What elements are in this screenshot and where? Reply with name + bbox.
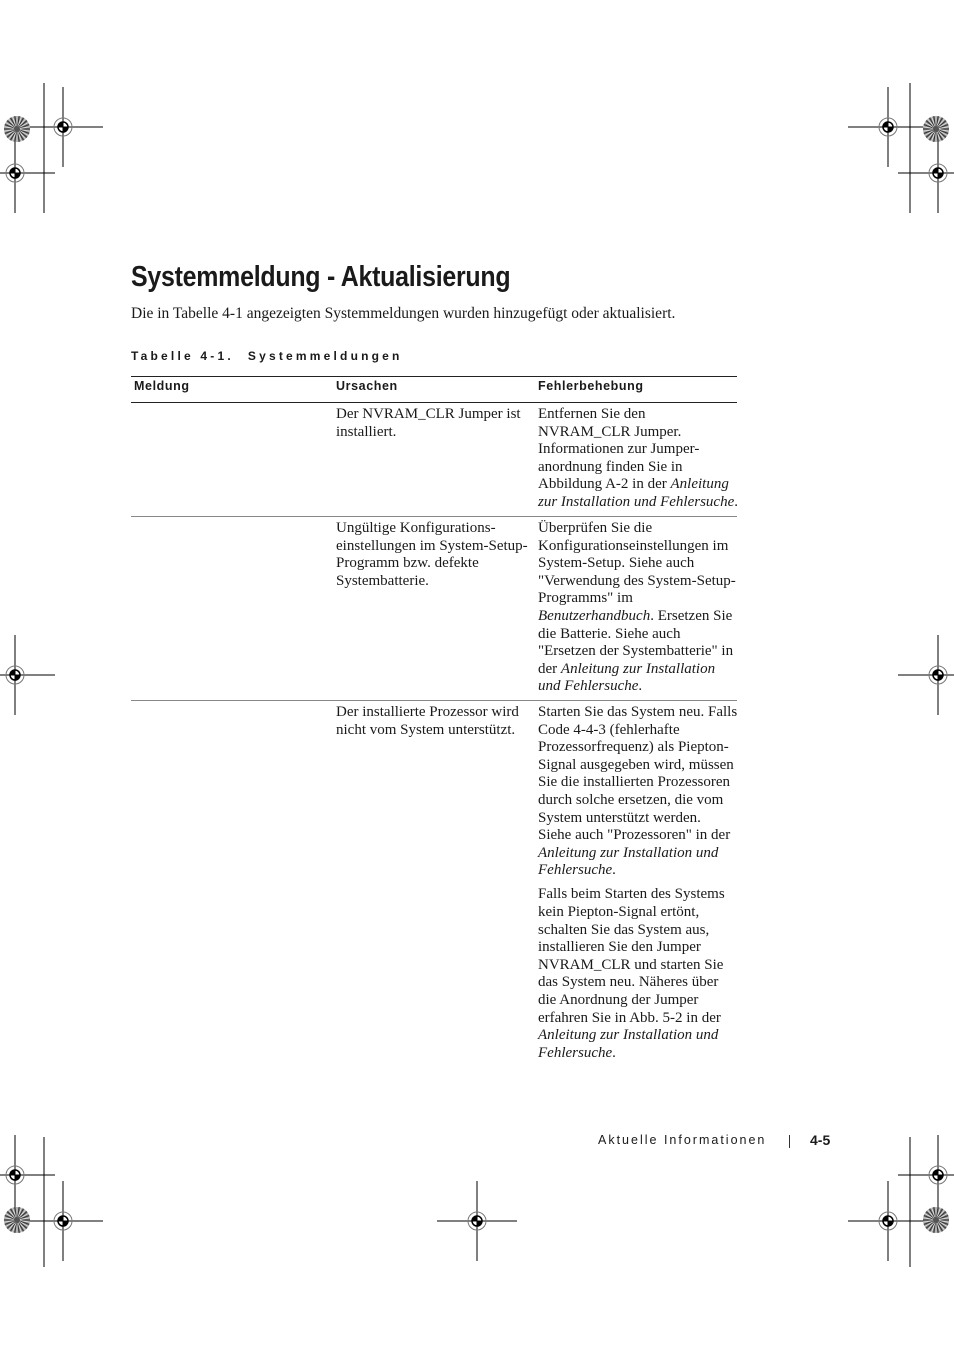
cell-line (538, 827, 737, 845)
cell-line (336, 406, 521, 424)
cell-line (538, 520, 736, 538)
text: Der NVRAM_CLR Jumper ist (336, 406, 521, 422)
footer-section: Aktuelle Informationen (598, 1133, 767, 1147)
cell-paragraph (538, 520, 736, 696)
text: kein Piepton-Signal ertönt, (538, 904, 700, 921)
text: . (734, 493, 738, 510)
text: einstellungen im System-Setup- (336, 537, 528, 554)
cell-line (538, 862, 737, 880)
cell-line (538, 441, 738, 459)
cell-line (336, 424, 521, 442)
cell-line (538, 774, 737, 792)
text: Sie die installierten Prozessoren (538, 774, 731, 791)
text: anordnung finden Sie in (538, 458, 683, 475)
text: . (612, 862, 616, 879)
cell-line (538, 494, 738, 512)
text: die Anordnung der Jumper (538, 992, 699, 1008)
text: das System neu. Näheres über (538, 974, 719, 991)
cell-line (336, 573, 528, 591)
italic-text: Anleitung zur Installation und (538, 1027, 719, 1044)
cell-paragraph (538, 886, 737, 1062)
cell-line (336, 520, 528, 538)
table-top-rule (131, 376, 737, 377)
cell-line (336, 555, 528, 573)
cell-line (538, 974, 737, 992)
text: NVRAM_CLR und starten Sie (538, 956, 724, 973)
text: . (638, 678, 643, 695)
text: . (612, 1044, 616, 1061)
cell-line (538, 845, 737, 863)
table-caption-label: Tabelle 4-1. (131, 349, 234, 363)
italic-text: und Fehlersuche (538, 678, 639, 695)
cell-line (538, 573, 736, 591)
cell-line (538, 704, 737, 722)
text: Überprüfen Sie die (538, 520, 653, 536)
cell-line (538, 476, 738, 494)
text: der (538, 660, 561, 677)
star-center (14, 126, 20, 132)
text: Programms" im (538, 590, 633, 607)
cell-line (538, 661, 736, 679)
cell-line (538, 722, 737, 740)
cell-line (538, 643, 736, 661)
cell-line (538, 792, 737, 810)
footer-divider (789, 1135, 790, 1148)
text: erfahren Sie in Abb. 5-2 in der (538, 1009, 721, 1026)
text: Informationen zur Jumper- (538, 441, 700, 458)
cell-paragraph (538, 704, 737, 880)
text: Ungültige Konfigurations- (336, 520, 496, 536)
cell-paragraph (538, 406, 738, 512)
table-caption-title: Systemmeldungen (247, 349, 403, 363)
text: Code 4-4-3 (fehlerhafte (538, 721, 680, 738)
text: NVRAM_CLR Jumper. (538, 423, 682, 440)
text: "Verwendung des System-Setup- (538, 572, 736, 589)
cell-line (538, 626, 736, 644)
cell-line (538, 406, 738, 424)
cell-line (538, 939, 737, 957)
table-caption (131, 349, 417, 363)
cell-line (538, 678, 736, 696)
cell-fehlerbehebung (538, 520, 736, 702)
cell-ursachen (336, 704, 519, 739)
cell-line (336, 538, 528, 556)
text: Konfigurationseinstellungen im (538, 537, 729, 554)
text: Der installierte Prozessor wird (336, 704, 519, 720)
cell-line (538, 555, 736, 573)
italic-text: Benutzerhandbuch (538, 607, 651, 624)
italic-text: zur Installation und Fehlersuche (538, 493, 735, 510)
intro-text: Die in Tabelle 4-1 angezeigten Systemmeldungen wurden hinzugefügt oder aktualisiert. (131, 305, 676, 322)
text: schalten Sie das System aus, (538, 921, 710, 938)
cell-line (538, 590, 736, 608)
header-fehlerbehebung: Fehlerbehebung (538, 379, 644, 393)
cell-line (336, 722, 519, 740)
text: Entfernen Sie den (538, 406, 646, 422)
italic-text: Anleitung (670, 476, 729, 493)
text: nicht vom System unterstützt. (336, 721, 516, 738)
text: "Ersetzen der Systembatterie" in (538, 643, 734, 660)
cell-line (538, 1027, 737, 1045)
cell-ursachen (336, 520, 528, 590)
cell-line (538, 992, 737, 1010)
italic-text: Fehlersuche (538, 1044, 613, 1061)
table-header-rule (131, 402, 737, 403)
text: Falls beim Starten des Systems (538, 886, 725, 903)
page-number: 4-5 (810, 1132, 831, 1148)
italic-text: Anleitung zur Installation und (538, 844, 719, 861)
cell-line (538, 538, 736, 556)
cell-line (538, 1045, 737, 1063)
text: . Ersetzen Sie (650, 607, 733, 624)
text: Abbildung A-2 in der (538, 476, 671, 493)
text: die Batterie. Siehe auch (538, 625, 681, 642)
text: Prozessorfrequenz) als Piepton- (538, 739, 729, 756)
cell-fehlerbehebung (538, 406, 738, 518)
cell-line (538, 922, 737, 940)
cell-line (538, 424, 738, 442)
cell-line (538, 886, 737, 904)
text: durch solche ersetzen, die vom (538, 791, 724, 808)
cell-line (538, 904, 737, 922)
cell-line (538, 739, 737, 757)
cell-line (336, 704, 519, 722)
star-center (933, 1217, 939, 1223)
text: Programm bzw. defekte (336, 555, 479, 572)
text: Siehe auch "Prozessoren" in der (538, 827, 731, 844)
text: installiert. (336, 423, 397, 440)
text: Starten Sie das System neu. Falls (538, 704, 738, 720)
text: System-Setup. Siehe auch (538, 555, 695, 572)
header-ursachen: Ursachen (336, 379, 398, 393)
cell-line (538, 459, 738, 477)
page-title: Systemmeldung - Aktualisierung (131, 261, 511, 293)
star-center (933, 126, 939, 132)
header-meldung: Meldung (134, 379, 190, 393)
text: Systembatterie. (336, 572, 429, 589)
cell-line (538, 1010, 737, 1028)
row-divider (131, 700, 737, 701)
text: System unterstützt werden. (538, 809, 701, 826)
italic-text: Fehlersuche (538, 862, 613, 879)
cell-line (538, 757, 737, 775)
cell-fehlerbehebung (538, 704, 737, 1069)
text: Signal ausgegeben wird, müssen (538, 756, 734, 773)
italic-text: Anleitung zur Installation (560, 660, 716, 677)
star-center (14, 1217, 20, 1223)
cell-line (538, 810, 737, 828)
text: installieren Sie den Jumper (538, 939, 701, 956)
cell-line (538, 957, 737, 975)
cell-line (538, 608, 736, 626)
row-divider (131, 516, 737, 517)
cell-ursachen (336, 406, 521, 441)
